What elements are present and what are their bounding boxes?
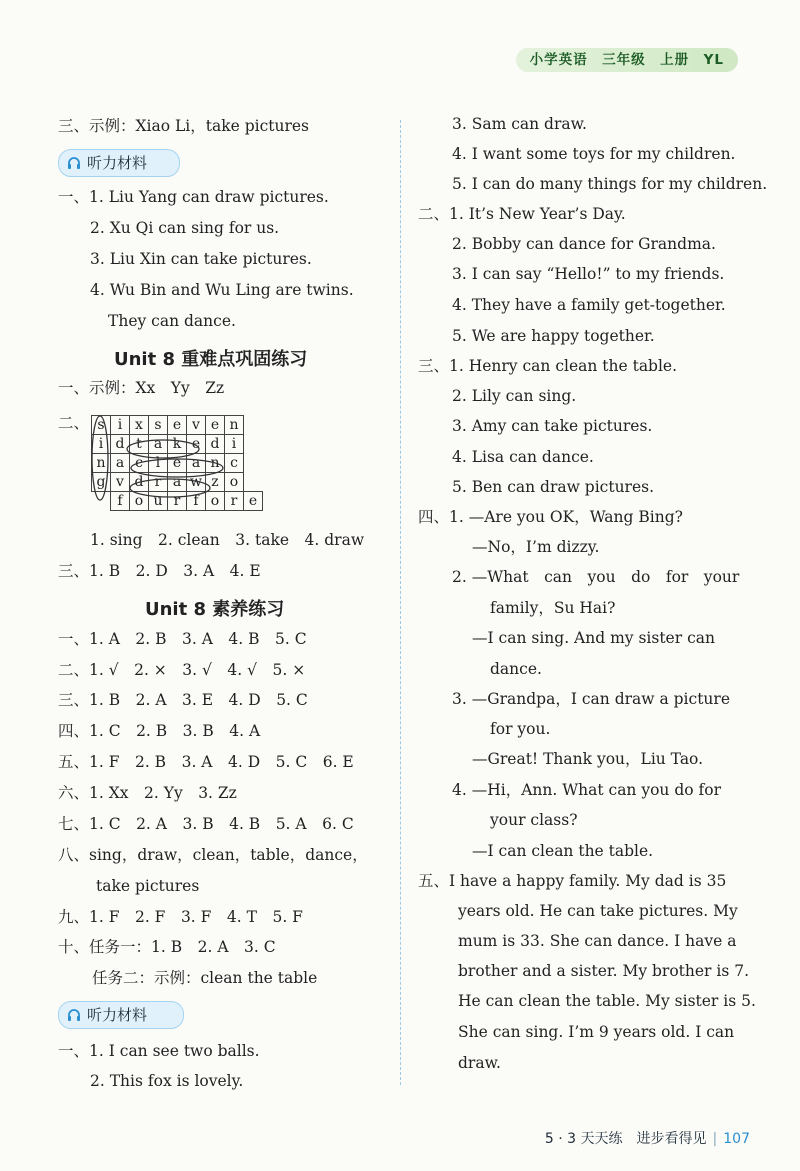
- answer-line: 2. Bobby can dance for Grandma.: [452, 235, 716, 253]
- answer-line: 3. —Grandpa，I can draw a picture: [452, 690, 730, 708]
- answer-line: 2. Lily can sing.: [452, 387, 577, 405]
- grid-cell: z: [206, 473, 225, 492]
- grid-cell: e: [168, 454, 187, 473]
- answer-line: 五、1. F 2. B 3. A 4. D 5. C 6. E: [58, 753, 354, 771]
- circle-sing: [92, 416, 108, 500]
- answer-line: 三、1. Henry can clean the table.: [418, 357, 678, 375]
- grid-cell: a: [149, 435, 168, 454]
- answer-line: draw.: [458, 1054, 501, 1072]
- answer-line: 3. Liu Xin can take pictures.: [90, 250, 312, 268]
- answer-line: 5. We are happy together.: [452, 327, 655, 345]
- answer-line: 四、1. C 2. B 3. B 4. A: [58, 722, 261, 740]
- answer-line: 4. Wu Bin and Wu Ling are twins.: [90, 281, 354, 299]
- grid-cell: d: [111, 435, 130, 454]
- answer-line: They can dance.: [108, 312, 236, 330]
- answer-line: 5. Ben can draw pictures.: [452, 478, 655, 496]
- grid-cell: o: [206, 492, 225, 511]
- answer-line: 5. I can do many things for my children.: [452, 175, 768, 193]
- answer-line: 2. —What can you do for your: [452, 568, 740, 586]
- answer-line: 三、1. B 2. D 3. A 4. E: [58, 562, 261, 580]
- answer-line: 4. Lisa can dance.: [452, 448, 594, 466]
- headphones-icon: [67, 156, 81, 170]
- answer-line: 4. —Hi，Ann. What can you do for: [452, 781, 722, 799]
- answer-line: 4. I want some toys for my children.: [452, 145, 736, 163]
- answer-line: 五、I have a happy family. My dad is 35: [418, 872, 727, 890]
- listening-material-label: [58, 1001, 184, 1029]
- grid-cell: v: [111, 473, 130, 492]
- answer-line: 3. I can say “Hello!” to my friends.: [452, 265, 725, 283]
- brand-slogan: 5 · 3 天天练 进步看得见: [544, 1131, 707, 1147]
- answer-line: 八、sing，draw，clean，table，dance，: [58, 846, 368, 864]
- grid-cell: f: [187, 492, 206, 511]
- circle-draw: [130, 479, 210, 497]
- answer-line: —I can sing. And my sister can: [472, 629, 715, 647]
- grid-cell: e: [168, 416, 187, 435]
- grid-cell: s: [92, 416, 111, 435]
- circle-take: [127, 440, 199, 458]
- circle-clean: [131, 459, 223, 477]
- grid-cell: e: [244, 492, 263, 511]
- answer-line: 任务二：示例：clean the table: [92, 969, 318, 987]
- answer-line: —No，I’m dizzy.: [472, 538, 600, 556]
- answer-line: take pictures: [96, 877, 200, 895]
- answer-line: —Great! Thank you，Liu Tao.: [472, 750, 704, 768]
- grid-cell: a: [111, 454, 130, 473]
- answer-line: 三、示例：Xiao Li，take pictures: [58, 117, 310, 135]
- grid-cell: d: [130, 473, 149, 492]
- grid-cell: s: [149, 416, 168, 435]
- page-footer: 5 · 3 天天练 进步看得见 | 107: [544, 1131, 750, 1147]
- grid-cell: e: [206, 416, 225, 435]
- answer-line: family，Su Hai?: [490, 599, 616, 617]
- grid-cell: r: [225, 492, 244, 511]
- grid-cell: o: [225, 473, 244, 492]
- answer-line: your class?: [490, 811, 578, 829]
- grid-cell: n: [206, 454, 225, 473]
- answer-line: 2. This fox is lovely.: [90, 1072, 244, 1090]
- grid-cell: r: [149, 473, 168, 492]
- answer-line: 3. Sam can draw.: [452, 115, 587, 133]
- answer-line: 一、示例：Xx Yy Zz: [58, 379, 225, 397]
- answer-line: 1. sing 2. clean 3. take 4. draw: [90, 531, 365, 549]
- answer-line: brother and a sister. My brother is 7.: [458, 962, 750, 980]
- grid-cell: i: [225, 435, 244, 454]
- answer-line: 一、1. A 2. B 3. A 4. B 5. C: [58, 630, 307, 648]
- grid-cell: f: [111, 492, 130, 511]
- answer-line: 九、1. F 2. F 3. F 4. T 5. F: [58, 908, 303, 926]
- grid-cell: x: [130, 416, 149, 435]
- pill-label: 听力材料: [87, 1006, 148, 1024]
- grid-cell: d: [206, 435, 225, 454]
- grid-cell: a: [187, 454, 206, 473]
- answer-line: She can sing. I’m 9 years old. I can: [458, 1023, 735, 1041]
- grid-cell: i: [92, 435, 111, 454]
- grid-cell: n: [92, 454, 111, 473]
- grid-cell: c: [130, 454, 149, 473]
- answer-line: 六、1. Xx 2. Yy 3. Zz: [58, 784, 237, 802]
- headphones-icon: [67, 1008, 81, 1022]
- subject-badge: 小学英语 三年级 上册 YL: [516, 48, 738, 72]
- answer-line: 十、任务一：1. B 2. A 3. C: [58, 938, 276, 956]
- section-heading: Unit 8 重难点巩固练习: [114, 349, 308, 370]
- answer-line: for you.: [490, 720, 551, 738]
- grid-cell: r: [168, 492, 187, 511]
- answer-line: mum is 33. She can dance. I have a: [458, 932, 737, 950]
- answer-line: 二、1. It’s New Year’s Day.: [418, 205, 626, 223]
- answer-line: He can clean the table. My sister is 5.: [458, 992, 756, 1010]
- word-circles: [85, 410, 265, 520]
- grid-cell: t: [130, 435, 149, 454]
- grid-cell: o: [130, 492, 149, 511]
- answer-line: 七、1. C 2. A 3. B 4. B 5. A 6. C: [58, 815, 354, 833]
- grid-cell: n: [225, 416, 244, 435]
- section-heading: Unit 8 素养练习: [145, 599, 285, 620]
- page-number: 107: [723, 1131, 750, 1147]
- answer-line: 3. Amy can take pictures.: [452, 417, 653, 435]
- answer-line: —I can clean the table.: [472, 842, 654, 860]
- column-divider: [400, 120, 401, 1085]
- answer-line: 三、1. B 2. A 3. E 4. D 5. C: [58, 691, 308, 709]
- answer-line: 二、: [58, 414, 90, 432]
- answer-line: 四、1. —Are you OK，Wang Bing?: [418, 508, 683, 526]
- answer-line: 一、1. I can see two balls.: [58, 1042, 260, 1060]
- grid-cell: a: [168, 473, 187, 492]
- answer-line: 4. They have a family get-together.: [452, 296, 726, 314]
- grid-cell: v: [187, 416, 206, 435]
- answer-line: dance.: [490, 660, 542, 678]
- grid-cell: u: [149, 492, 168, 511]
- grid-cell: e: [187, 435, 206, 454]
- listening-material-label: [58, 149, 180, 177]
- grid-cell: g: [92, 473, 111, 492]
- answer-line: 二、1. √ 2. × 3. √ 4. √ 5. ×: [58, 661, 306, 679]
- answer-line: 2. Xu Qi can sing for us.: [90, 219, 280, 237]
- answer-line: years old. He can take pictures. My: [458, 902, 738, 920]
- answer-line: 一、1. Liu Yang can draw pictures.: [58, 188, 329, 206]
- grid-cell: l: [149, 454, 168, 473]
- pill-label: 听力材料: [87, 154, 148, 172]
- grid-cell: w: [187, 473, 206, 492]
- grid-cell: k: [168, 435, 187, 454]
- grid-cell: i: [111, 416, 130, 435]
- grid-cell: c: [225, 454, 244, 473]
